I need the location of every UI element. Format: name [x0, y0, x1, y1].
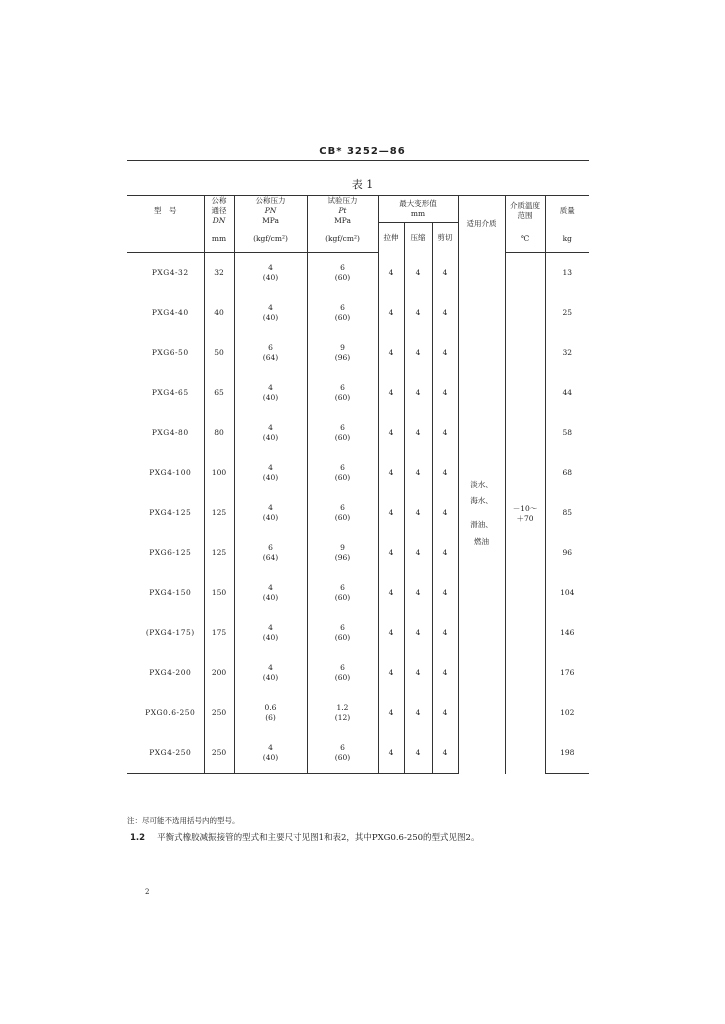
- header-pt: 试验压力 Pt MPa: [307, 196, 378, 227]
- cell-shear: 4: [432, 453, 458, 493]
- cell-model: PXG4-40: [151, 308, 189, 318]
- cell-tension: 4: [378, 693, 404, 733]
- cell-compression: 4: [404, 693, 432, 733]
- cell-tension: 4: [378, 733, 404, 774]
- cell-pn: 4 (40): [234, 573, 307, 613]
- cell-dn: 125: [204, 533, 234, 573]
- cell-model: PXG4-150: [149, 588, 192, 598]
- cell-shear: 4: [432, 613, 458, 653]
- cell-shear: 4: [432, 653, 458, 693]
- cell-compression: 4: [404, 333, 432, 373]
- cell-dn: 250: [204, 693, 234, 733]
- cell-pt: 6 (60): [307, 733, 378, 774]
- paragraph-number: 1.2: [130, 833, 146, 843]
- header-deform-group: 最大变形值 mm: [378, 196, 458, 223]
- cell-model: PXG4-80: [151, 428, 189, 438]
- cell-compression: 4: [404, 253, 432, 294]
- unit-pt: (kgf/cm²): [307, 226, 378, 253]
- cell-dn: 50: [204, 333, 234, 373]
- table-caption: 表 1: [351, 178, 374, 191]
- cell-tension: 4: [378, 613, 404, 653]
- cell-weight: 85: [545, 493, 589, 533]
- header-temp: 介质温度 范围: [505, 196, 545, 227]
- cell-pn: 4 (40): [234, 613, 307, 653]
- header-dn: 公称 通径 DN: [204, 196, 234, 227]
- cell-tension: 4: [378, 253, 404, 294]
- cell-compression: 4: [404, 573, 432, 613]
- cell-tension: 4: [378, 533, 404, 573]
- cell-model: (PXG4-175): [145, 628, 195, 638]
- cell-tension: 4: [378, 293, 404, 333]
- cell-dn: 32: [204, 253, 234, 294]
- unit-model: [127, 226, 204, 253]
- cell-pt: 6 (60): [307, 413, 378, 453]
- cell-shear: 4: [432, 493, 458, 533]
- cell-compression: 4: [404, 613, 432, 653]
- cell-weight: 102: [545, 693, 589, 733]
- cell-pt: 6 (60): [307, 573, 378, 613]
- cell-weight: 104: [545, 573, 589, 613]
- cell-dn: 175: [204, 613, 234, 653]
- cell-pn: 4 (40): [234, 293, 307, 333]
- cell-tension: 4: [378, 373, 404, 413]
- cell-dn: 150: [204, 573, 234, 613]
- cell-pn: 4 (40): [234, 653, 307, 693]
- cell-model: PXG6-125: [149, 548, 192, 558]
- cell-pn: 4 (40): [234, 493, 307, 533]
- cell-dn: 65: [204, 373, 234, 413]
- cell-tension: 4: [378, 573, 404, 613]
- cell-compression: 4: [404, 653, 432, 693]
- cell-weight: 44: [545, 373, 589, 413]
- cell-pn: 4 (40): [234, 373, 307, 413]
- cell-model: PXG4-32: [151, 268, 189, 278]
- cell-shear: 4: [432, 693, 458, 733]
- cell-compression: 4: [404, 413, 432, 453]
- cell-pt: 6 (60): [307, 373, 378, 413]
- document-header: CB* 3252—86: [319, 146, 406, 157]
- cell-shear: 4: [432, 293, 458, 333]
- cell-tension: 4: [378, 333, 404, 373]
- cell-pn: 6 (64): [234, 533, 307, 573]
- cell-model: PXG4-125: [149, 508, 192, 518]
- cell-dn: 40: [204, 293, 234, 333]
- cell-medium: 淡水、 海水、 滑油、 燃油: [458, 253, 505, 774]
- cell-shear: 4: [432, 533, 458, 573]
- paragraph-text: 平衡式橡胶减振接管的型式和主要尺寸见图1和表2，其中PXG0.6-250的型式见图2。: [157, 833, 480, 843]
- cell-shear: 4: [432, 573, 458, 613]
- unit-dn: mm: [204, 226, 234, 253]
- cell-compression: 4: [404, 533, 432, 573]
- cell-dn: 250: [204, 733, 234, 774]
- cell-weight: 25: [545, 293, 589, 333]
- unit-pn: (kgf/cm²): [234, 226, 307, 253]
- cell-shear: 4: [432, 253, 458, 294]
- cell-weight: 58: [545, 413, 589, 453]
- cell-weight: 13: [545, 253, 589, 294]
- cell-pn: 4 (40): [234, 413, 307, 453]
- cell-pt: 6 (60): [307, 253, 378, 294]
- page-number: 2: [145, 888, 150, 896]
- cell-pt: 6 (60): [307, 293, 378, 333]
- cell-tension: 4: [378, 493, 404, 533]
- cell-compression: 4: [404, 733, 432, 774]
- cell-pt: 6 (60): [307, 653, 378, 693]
- cell-compression: 4: [404, 293, 432, 333]
- cell-compression: 4: [404, 373, 432, 413]
- cell-pt: 9 (96): [307, 333, 378, 373]
- cell-pt: 6 (60): [307, 453, 378, 493]
- cell-tension: 4: [378, 453, 404, 493]
- unit-temp: ℃: [505, 226, 545, 253]
- cell-pt: 6 (60): [307, 613, 378, 653]
- header-compression: 压缩: [404, 223, 432, 253]
- cell-model: PXG4-65: [151, 388, 189, 398]
- header-pn: 公称压力 PN MPa: [234, 196, 307, 227]
- cell-tension: 4: [378, 653, 404, 693]
- cell-weight: 68: [545, 453, 589, 493]
- cell-model: PXG0.6-250: [145, 708, 196, 718]
- cell-shear: 4: [432, 333, 458, 373]
- cell-dn: 100: [204, 453, 234, 493]
- table-row: [127, 253, 589, 294]
- table-note: 注：尽可能不选用括号内的型号。: [127, 816, 240, 825]
- cell-model: PXG4-100: [149, 468, 192, 478]
- header-medium: 适用介质: [458, 196, 505, 253]
- header-shear: 剪切: [432, 223, 458, 253]
- cell-weight: 198: [545, 733, 589, 774]
- cell-weight: 96: [545, 533, 589, 573]
- cell-temp-range: －10～ ＋70: [505, 253, 545, 774]
- cell-dn: 80: [204, 413, 234, 453]
- cell-model: PXG4-250: [127, 733, 204, 774]
- cell-compression: 4: [404, 453, 432, 493]
- cell-weight: 32: [545, 333, 589, 373]
- cell-pn: 6 (64): [234, 333, 307, 373]
- header-tension: 拉伸: [378, 223, 404, 253]
- cell-pt: 1.2 (12): [307, 693, 378, 733]
- cell-weight: 146: [545, 613, 589, 653]
- paragraph-1-2: [130, 831, 479, 843]
- cell-pn: 0.6 (6): [234, 693, 307, 733]
- cell-pt: 9 (96): [307, 533, 378, 573]
- cell-shear: 4: [432, 733, 458, 774]
- cell-tension: 4: [378, 413, 404, 453]
- cell-pn: 4 (40): [234, 453, 307, 493]
- cell-pt: 6 (60): [307, 493, 378, 533]
- cell-dn: 125: [204, 493, 234, 533]
- cell-model: PXG4-200: [149, 668, 192, 678]
- cell-shear: 4: [432, 413, 458, 453]
- header-rule: [127, 160, 589, 161]
- cell-weight: 176: [545, 653, 589, 693]
- specification-table: [127, 195, 589, 774]
- cell-pn: 4 (40): [234, 733, 307, 774]
- cell-model: PXG6-50: [151, 348, 189, 358]
- header-weight: 质量: [545, 196, 589, 227]
- cell-shear: 4: [432, 373, 458, 413]
- header-model: 型 号: [127, 196, 204, 227]
- unit-weight: kg: [545, 226, 589, 253]
- cell-dn: 200: [204, 653, 234, 693]
- cell-pn: 4 (40): [234, 253, 307, 294]
- cell-compression: 4: [404, 493, 432, 533]
